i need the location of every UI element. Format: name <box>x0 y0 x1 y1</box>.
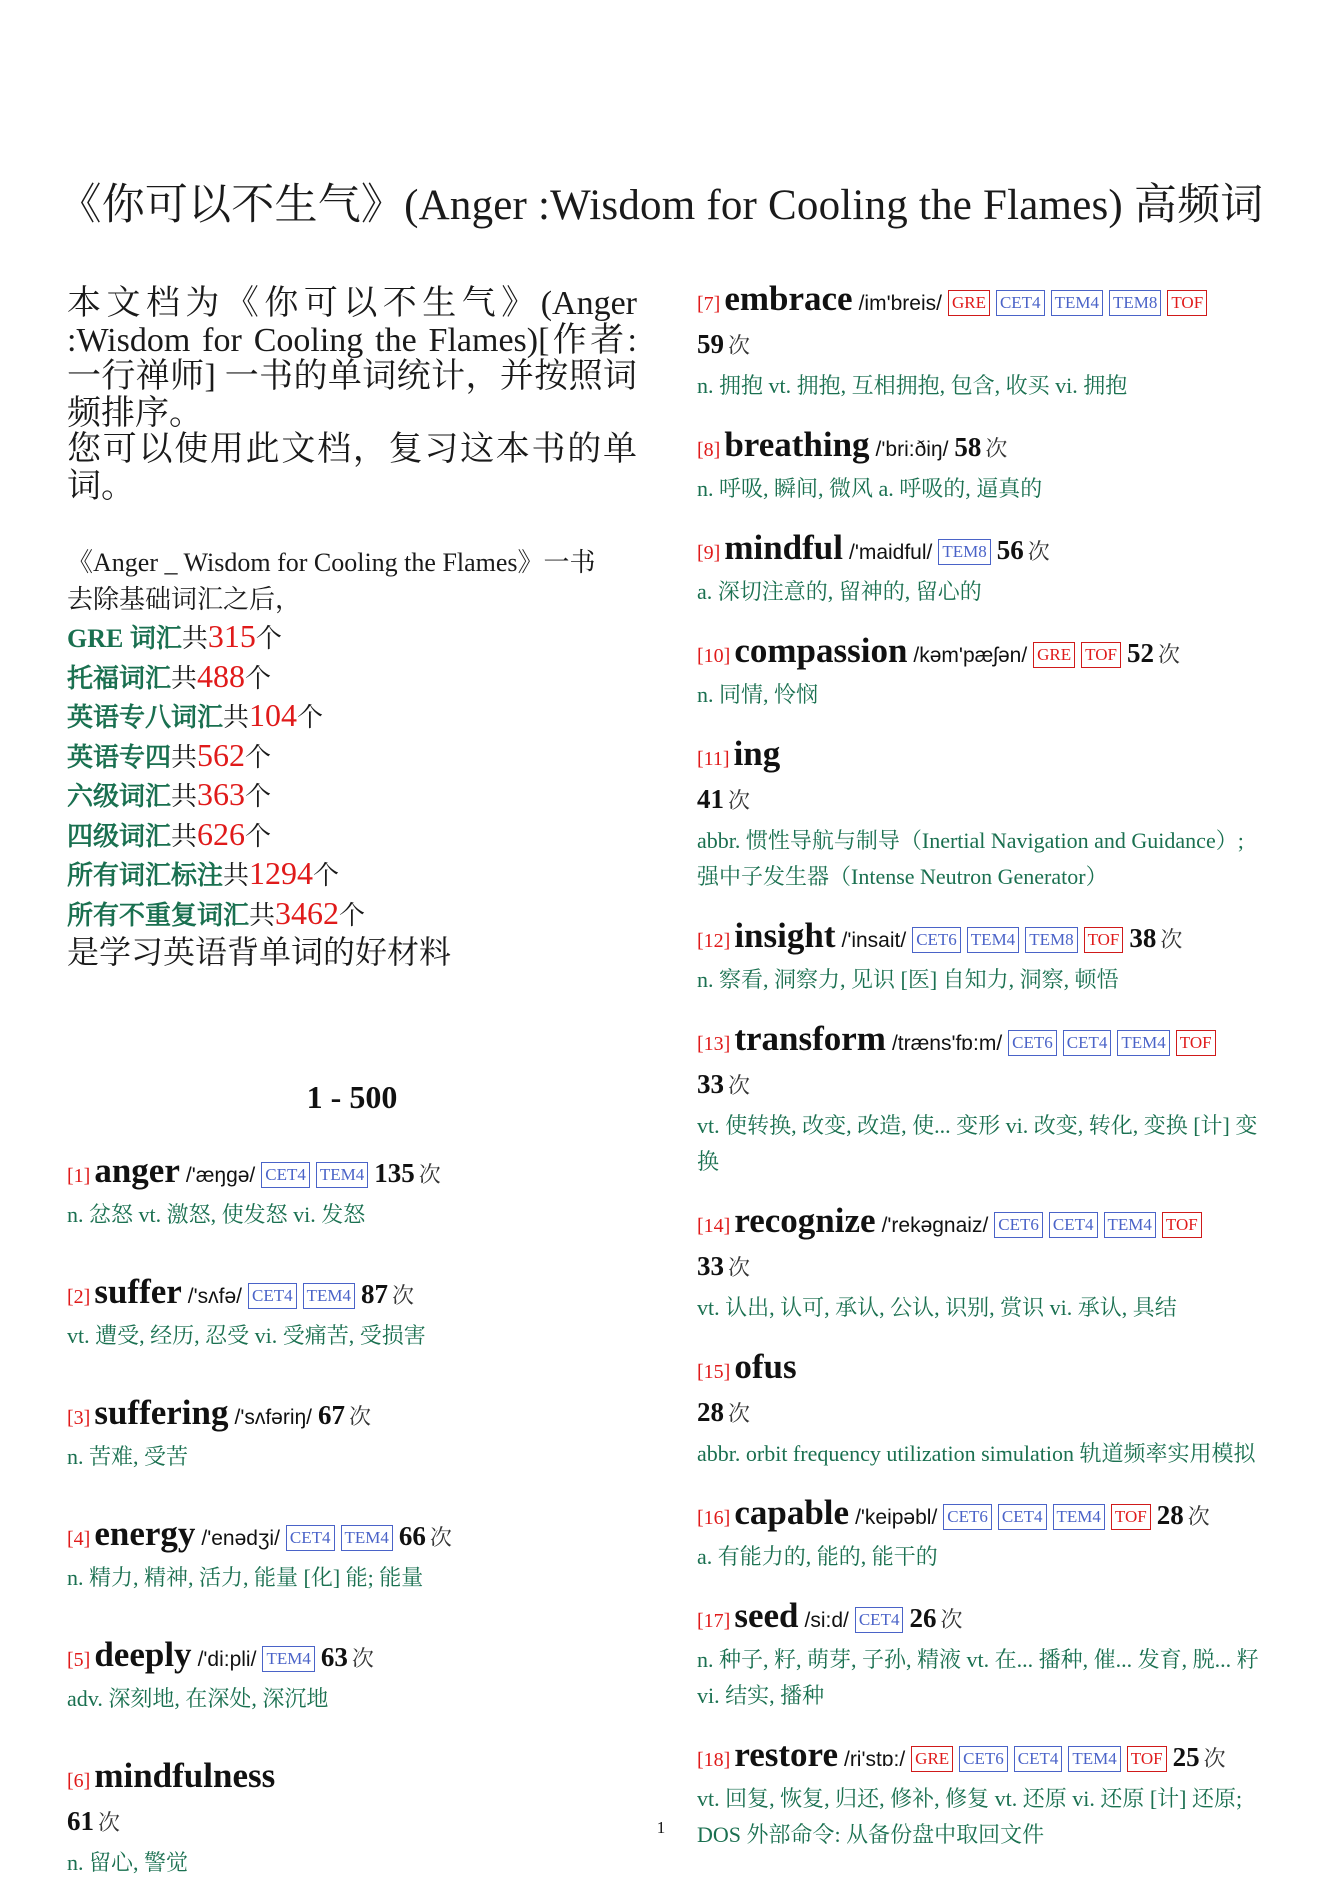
left-column <box>67 286 637 1881</box>
vocab-stats <box>67 545 637 971</box>
entry-frequency: 38 <box>1129 923 1157 953</box>
exam-tag-cet4: CET4 <box>261 1162 310 1188</box>
vocab-entry <box>697 1020 1267 1180</box>
entry-frequency: 33 <box>697 1251 724 1281</box>
entry-word: insight <box>734 916 836 955</box>
intro-text <box>67 286 637 505</box>
vocab-entry <box>697 632 1267 713</box>
entry-definition: vt. 使转换, 改变, 改造, 使... 变形 vi. 改变, 转化, 变换 [计] 变换 <box>697 1113 1258 1174</box>
stats-row <box>67 855 637 895</box>
exam-tag-gre: GRE <box>911 1746 953 1772</box>
stats-value: 488 <box>197 657 246 694</box>
frequency-unit: 次 <box>1187 1504 1210 1529</box>
entry-head <box>67 1394 637 1439</box>
entry-ipa: /ri'stɒ:/ <box>843 1748 906 1771</box>
entry-word: transform <box>734 1019 886 1058</box>
exam-tag-cet4: CET4 <box>1063 1030 1112 1056</box>
stats-value: 1294 <box>249 855 314 891</box>
frequency-unit: 次 <box>349 1403 372 1429</box>
exam-tag-tem4: TEM4 <box>1104 1212 1156 1238</box>
stats-unit: 个 <box>339 900 366 930</box>
vocab-entry <box>67 1636 637 1717</box>
exam-tag-tem4: TEM4 <box>1068 1746 1120 1772</box>
entry-frequency: 61 <box>67 1805 94 1836</box>
exam-tag-cet6: CET6 <box>1008 1030 1057 1056</box>
frequency-unit: 次 <box>985 436 1008 461</box>
exam-tag-cet4: CET4 <box>248 1283 297 1309</box>
stats-row <box>67 737 637 777</box>
frequency-unit: 次 <box>429 1524 452 1550</box>
vocab-entry <box>67 1515 637 1596</box>
frequency-unit: 次 <box>728 333 751 358</box>
entry-count-line <box>697 780 1267 823</box>
entry-head <box>697 280 1267 325</box>
stats-row <box>67 776 637 816</box>
entry-head <box>697 529 1267 574</box>
entry-ipa: /si:d/ <box>804 1609 849 1632</box>
stats-row <box>67 618 637 658</box>
stats-rows <box>67 618 637 934</box>
stats-value: 363 <box>197 776 246 812</box>
entry-head <box>697 735 1267 780</box>
stats-suffix: 共 <box>171 663 198 693</box>
entry-definition: vt. 认出, 认可, 承认, 公认, 识别, 赏识 vi. 承认, 具结 <box>697 1295 1177 1320</box>
stats-suffix: 共 <box>171 782 198 811</box>
exam-tag-tem4: TEM4 <box>1117 1030 1169 1056</box>
entry-definition: n. 拥抱 vt. 拥抱, 互相拥抱, 包含, 收买 vi. 拥抱 <box>697 373 1128 398</box>
vocab-entry <box>697 1348 1267 1472</box>
entry-index: [11] <box>697 748 730 770</box>
frequency-unit: 次 <box>728 1073 751 1098</box>
entry-frequency: 67 <box>318 1399 346 1430</box>
entry-ipa: /im'breis/ <box>858 292 942 315</box>
stats-unit: 个 <box>245 782 272 811</box>
stats-value: 3462 <box>275 894 340 931</box>
frequency-unit: 次 <box>98 1809 121 1835</box>
exam-tag-tem4: TEM4 <box>303 1283 355 1309</box>
frequency-unit: 次 <box>728 788 751 813</box>
exam-tag-tem4: TEM4 <box>316 1162 368 1188</box>
entry-count-line <box>697 1393 1267 1436</box>
entry-head <box>67 1152 637 1197</box>
vocab-entry <box>697 735 1267 895</box>
exam-tag-gre: GRE <box>948 290 990 316</box>
stats-value: 562 <box>197 736 246 773</box>
entry-head <box>67 1636 637 1681</box>
stats-lead-1: 《Anger _ Wisdom for Cooling the Flames》一书 <box>67 548 596 577</box>
entry-head <box>697 1597 1267 1642</box>
entry-ipa: /'enədʒi/ <box>201 1526 280 1550</box>
entry-index: [5] <box>67 1648 91 1671</box>
exam-tag-cet6: CET6 <box>912 927 961 953</box>
entry-definition: n. 忿怒 vt. 激怒, 使发怒 vi. 发怒 <box>67 1201 366 1227</box>
exam-tag-tof: TOF <box>1111 1504 1151 1530</box>
entry-word: energy <box>94 1513 196 1553</box>
frequency-unit: 次 <box>1027 539 1050 564</box>
entry-list-right <box>697 280 1267 1853</box>
stats-label: 所有词汇标注 <box>67 861 224 890</box>
frequency-unit: 次 <box>1160 927 1183 952</box>
entry-frequency: 135 <box>374 1157 415 1188</box>
exam-tag-tem4: TEM4 <box>967 927 1019 953</box>
entry-frequency: 66 <box>398 1520 426 1551</box>
entry-word: anger <box>94 1150 180 1190</box>
exam-tag-tof: TOF <box>1176 1030 1216 1056</box>
stats-suffix: 共 <box>171 821 198 851</box>
exam-tag-cet6: CET6 <box>994 1212 1043 1238</box>
stats-unit: 个 <box>255 624 282 653</box>
entry-word: capable <box>734 1493 850 1532</box>
entry-frequency: 59 <box>697 329 724 359</box>
stats-unit: 个 <box>313 861 340 890</box>
entry-head <box>67 1273 637 1318</box>
exam-tag-tof: TOF <box>1162 1212 1202 1238</box>
entry-word: ofus <box>734 1347 797 1386</box>
entry-frequency: 28 <box>697 1397 724 1427</box>
entry-frequency: 56 <box>996 535 1024 565</box>
entry-frequency: 26 <box>909 1603 937 1633</box>
entry-index: [3] <box>67 1406 91 1429</box>
stats-lead-2: 去除基础词汇之后， <box>67 584 302 614</box>
entry-word: recognize <box>734 1201 876 1240</box>
entry-definition: n. 呼吸, 瞬间, 微风 a. 呼吸的, 逼真的 <box>697 476 1043 501</box>
entry-index: [10] <box>697 645 731 667</box>
range-heading: 1 - 500 <box>306 1078 398 1115</box>
frequency-unit: 次 <box>728 1401 751 1426</box>
entry-definition: abbr. orbit frequency utilization simulation 轨道频率实用模拟 <box>697 1441 1256 1466</box>
entry-ipa: /'maidful/ <box>848 541 933 564</box>
entry-word: suffer <box>94 1271 182 1311</box>
entry-index: [15] <box>697 1361 731 1383</box>
entry-definition: adv. 深刻地, 在深处, 深沉地 <box>67 1685 329 1711</box>
entry-ipa: /'keipəbl/ <box>855 1506 938 1529</box>
entry-definition: n. 察看, 洞察力, 见识 [医] 自知力, 洞察, 顿悟 <box>697 967 1119 992</box>
entry-ipa: /træns'fɒ:m/ <box>891 1032 1003 1055</box>
entry-index: [13] <box>697 1033 731 1055</box>
stats-label: 六级词汇 <box>67 782 172 811</box>
stats-unit: 个 <box>245 742 272 772</box>
intro-paragraph-2: 您可以使用此文档，复习这本书的单词。 <box>67 431 637 505</box>
vocab-entry <box>697 1597 1267 1714</box>
exam-tag-cet4: CET4 <box>286 1525 335 1551</box>
entry-word: restore <box>734 1735 838 1774</box>
entry-index: [7] <box>697 293 721 315</box>
entry-ipa: /'æŋgə/ <box>185 1163 256 1187</box>
stats-value: 104 <box>249 697 298 733</box>
stats-label: 托福词汇 <box>67 663 172 693</box>
entry-word: deeply <box>94 1634 192 1674</box>
exam-tag-tem8: TEM8 <box>1025 927 1077 953</box>
exam-tag-tof: TOF <box>1127 1746 1167 1772</box>
entry-definition: n. 同情, 怜悯 <box>697 682 819 707</box>
stats-suffix: 共 <box>223 703 250 732</box>
intro-paragraph-1: 本文档为《你可以不生气》(Anger :Wisdom for Cooling the Flames)[作者: 一行禅师] 一书的单词统计，并按照词频排序。 <box>67 285 637 432</box>
entry-ipa: /'insait/ <box>841 929 907 952</box>
entry-head <box>697 1202 1267 1247</box>
entry-head <box>697 1736 1267 1781</box>
entry-index: [1] <box>67 1164 91 1187</box>
entry-head <box>697 917 1267 962</box>
exam-tag-tem4: TEM4 <box>1053 1504 1105 1530</box>
right-column <box>697 279 1267 1853</box>
entry-frequency: 63 <box>320 1641 348 1672</box>
entry-definition: n. 留心, 警觉 <box>67 1849 189 1875</box>
entry-head <box>67 1757 637 1802</box>
entry-index: [9] <box>697 542 721 564</box>
entry-index: [2] <box>67 1285 91 1308</box>
stats-suffix: 共 <box>181 624 208 653</box>
stats-unit: 个 <box>297 703 324 732</box>
entry-index: [14] <box>697 1215 731 1237</box>
entry-frequency: 52 <box>1126 638 1154 668</box>
entry-index: [16] <box>697 1507 731 1529</box>
exam-tag-tof: TOF <box>1081 642 1121 668</box>
vocab-entry <box>697 917 1267 998</box>
frequency-unit: 次 <box>418 1161 441 1187</box>
stats-suffix: 共 <box>249 900 276 930</box>
vocab-entry <box>697 529 1267 610</box>
entry-count-line <box>697 325 1267 368</box>
stats-value: 315 <box>207 618 256 654</box>
entry-definition: n. 种子, 籽, 萌芽, 子孙, 精液 vt. 在... 播种, 催... 发育, 脱... 籽 vi. 结实, 播种 <box>697 1647 1259 1708</box>
entry-head <box>697 1348 1267 1393</box>
stats-unit: 个 <box>245 821 272 851</box>
entry-word: seed <box>734 1596 799 1635</box>
vocab-entry <box>697 280 1267 404</box>
stats-label: 所有不重复词汇 <box>67 900 250 930</box>
entry-ipa: /'sʌfəriŋ/ <box>234 1405 313 1429</box>
stats-row <box>67 658 637 698</box>
entry-count-line <box>697 1065 1267 1108</box>
entry-definition: a. 有能力的, 能的, 能干的 <box>697 1544 938 1569</box>
entry-frequency: 87 <box>361 1278 388 1309</box>
entry-word: embrace <box>724 279 853 318</box>
entry-ipa: /kəm'pæʃən/ <box>913 644 1028 667</box>
stats-label: 四级词汇 <box>67 821 172 851</box>
entry-frequency: 58 <box>954 432 982 462</box>
entry-index: [4] <box>67 1527 91 1550</box>
entry-index: [8] <box>697 439 721 461</box>
stats-label: 英语专八词汇 <box>67 703 224 732</box>
entry-count-line <box>697 1247 1267 1290</box>
vocab-entry <box>697 1202 1267 1326</box>
stats-suffix: 共 <box>171 742 198 772</box>
exam-tag-cet4: CET4 <box>996 290 1045 316</box>
vocab-entry <box>67 1394 637 1475</box>
entry-index: [6] <box>67 1769 91 1792</box>
exam-tag-tem4: TEM4 <box>341 1525 393 1551</box>
stats-row <box>67 816 637 856</box>
entry-list-left <box>67 1152 637 1881</box>
entry-head <box>697 426 1267 471</box>
entry-index: [12] <box>697 930 731 952</box>
entry-ipa: /'rekəgnaiz/ <box>881 1214 989 1237</box>
frequency-unit: 次 <box>1203 1746 1226 1771</box>
vocab-entry <box>697 1494 1267 1575</box>
exam-tag-tem8: TEM8 <box>938 539 990 565</box>
entry-word: ing <box>733 734 781 773</box>
exam-tag-tem4: TEM4 <box>1051 290 1103 316</box>
stats-value: 626 <box>197 815 246 852</box>
exam-tag-cet4: CET4 <box>855 1607 904 1633</box>
exam-tag-tof: TOF <box>1167 290 1207 316</box>
entry-definition: vt. 遭受, 经历, 忍受 vi. 受痛苦, 受损害 <box>67 1322 426 1348</box>
entry-word: suffering <box>94 1392 229 1432</box>
entry-head <box>697 632 1267 677</box>
entry-word: breathing <box>724 425 870 464</box>
entry-frequency: 41 <box>697 784 724 814</box>
exam-tag-tof: TOF <box>1084 927 1124 953</box>
stats-unit: 个 <box>245 663 272 693</box>
frequency-unit: 次 <box>940 1607 963 1632</box>
entry-head <box>67 1515 637 1560</box>
vocab-entry <box>67 1273 637 1354</box>
entry-frequency: 28 <box>1156 1500 1184 1530</box>
entry-definition: a. 深切注意的, 留神的, 留心的 <box>697 579 982 604</box>
entry-head <box>697 1494 1267 1539</box>
entry-definition: abbr. 惯性导航与制导（Inertial Navigation and Guidance）; 强中子发生器（Intense Neutron Generator） <box>697 828 1244 889</box>
entry-frequency: 25 <box>1172 1742 1200 1772</box>
exam-tag-tem8: TEM8 <box>1109 290 1161 316</box>
frequency-unit: 次 <box>1157 642 1180 667</box>
exam-tag-gre: GRE <box>1033 642 1075 668</box>
vocab-entry <box>697 426 1267 507</box>
stats-label: 英语专四 <box>67 742 172 772</box>
entry-word: mindful <box>724 528 843 567</box>
stats-suffix: 共 <box>223 861 250 890</box>
entry-definition: vt. 回复, 恢复, 归还, 修补, 修复 vt. 还原 vi. 还原 [计] 还原; DOS 外部命令: 从备份盘中取回文件 <box>697 1786 1243 1847</box>
page-number: 1 <box>656 1818 666 1837</box>
frequency-unit: 次 <box>351 1645 374 1671</box>
entry-frequency: 33 <box>697 1069 724 1099</box>
exam-tag-cet4: CET4 <box>1049 1212 1098 1238</box>
exam-tag-cet4: CET4 <box>1014 1746 1063 1772</box>
entry-ipa: /'bri:ðiŋ/ <box>875 438 949 461</box>
exam-tag-tem4: TEM4 <box>262 1646 314 1672</box>
entry-word: mindfulness <box>94 1755 276 1795</box>
entry-ipa: /'sʌfə/ <box>187 1284 242 1308</box>
entry-head <box>697 1020 1267 1065</box>
frequency-unit: 次 <box>392 1282 415 1308</box>
exam-tag-cet4: CET4 <box>998 1504 1047 1530</box>
entry-index: [18] <box>697 1749 731 1771</box>
page-title: 《你可以不生气》(Anger :Wisdom for Cooling the Flames) 高频词 <box>58 181 1264 229</box>
entry-definition: n. 精力, 精神, 活力, 能量 [化] 能; 能量 <box>67 1564 424 1590</box>
stats-row <box>67 697 637 737</box>
entry-index: [17] <box>697 1610 731 1632</box>
entry-word: compassion <box>734 631 908 670</box>
stats-label: GRE 词汇 <box>67 624 182 653</box>
vocab-entry <box>67 1152 637 1233</box>
exam-tag-cet6: CET6 <box>943 1504 992 1530</box>
stats-closing: 是学习英语背单词的好材料 <box>67 934 452 970</box>
frequency-unit: 次 <box>728 1255 751 1280</box>
entry-definition: n. 苦难, 受苦 <box>67 1443 189 1469</box>
exam-tag-cet6: CET6 <box>959 1746 1008 1772</box>
entry-ipa: /'di:pli/ <box>197 1647 257 1671</box>
stats-row <box>67 895 637 935</box>
